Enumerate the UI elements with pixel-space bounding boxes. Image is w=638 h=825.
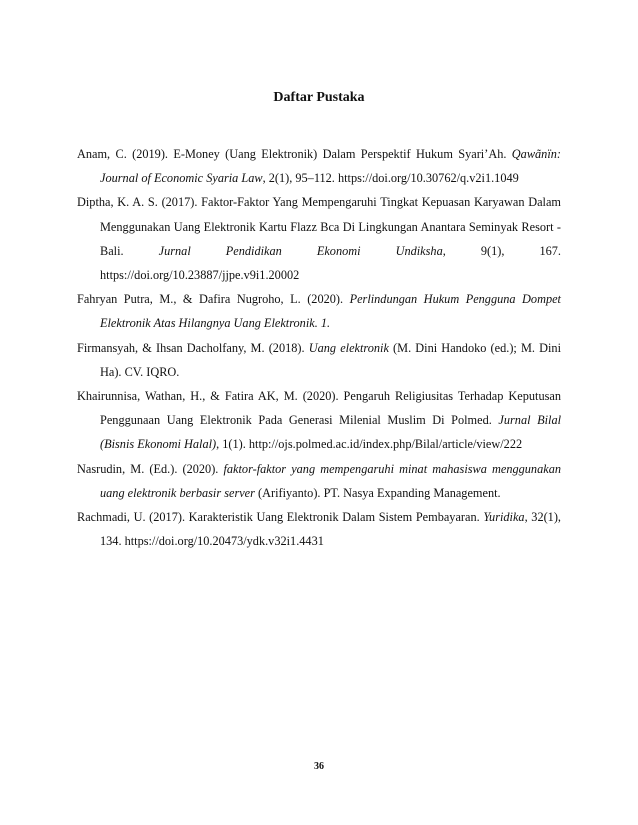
reference-tail: (M. Dini Handoko (ed.); M. Dini Ha). CV. IQRO. [100,340,561,379]
reference-tail: (Arifiyanto). PT. Nasya Expanding Management. [254,485,501,500]
reference-diptha [77,190,561,287]
page-number: 36 [314,761,324,772]
reference-text: Fahryan Putra, M., & Dafira Nugroho, L. (2020). [77,292,350,307]
reference-italic: Uang elektronik [308,340,389,355]
reference-fahryan [77,287,561,335]
reference-italic: Jurnal Bilal (Bisnis Ekonomi Halal) [100,413,562,452]
reference-list [77,142,561,553]
reference-khairunnisa [77,384,561,457]
reference-nasrudin [77,457,561,505]
reference-italic: faktor-faktor yang mempengaruhi minat mahasiswa menggunakan uang elektronik berbasir server [100,461,561,500]
reference-anam [77,142,561,190]
reference-text: Diptha, K. A. S. (2017). Faktor-Faktor Yang Mempengaruhi Tingkat Kepuasan Karyawan Dalam Menggunakan Uang Elektronik Kartu Flazz Bca Di Lingkungan Anantara Seminyak Resort - Bali. [77,195,561,258]
reference-firmansyah [77,336,561,384]
reference-italic: Perlindungan Hukum Pengguna Dompet Elektronik Atas Hilangnya Uang Elektronik. 1. [100,292,561,331]
reference-text: Nasrudin, M. (Ed.). (2020). [77,461,224,476]
reference-tail: , 1(1). http://ojs.polmed.ac.id/index.php/Bilal/article/view/222 [216,437,523,452]
reference-italic: Qawãnïn: Journal of Economic Syaria Law [100,147,561,186]
reference-italic: Jurnal Pendidikan Ekonomi Undiksha [158,243,443,258]
reference-text: Firmansyah, & Ihsan Dacholfany, M. (2018). [77,340,309,355]
reference-text: Khairunnisa, Wathan, H., & Fatira AK, M. (2020). Pengaruh Religiusitas Terhadap Keputusan Penggunaan Uang Elektronik Pada Generasi Milenial Muslim Di Polmed. [77,389,561,428]
reference-tail: , 32(1), 134. https://doi.org/10.20473/ydk.v32i1.4431 [100,510,562,549]
reference-tail: , 9(1), 167. https://doi.org/10.23887/jjpe.v9i1.20002 [100,243,561,283]
reference-rachmadi [77,505,561,553]
reference-tail: , 2(1), 95–112. https://doi.org/10.30762/q.v2i1.1049 [262,171,519,186]
reference-italic: Yuridika [483,510,525,525]
page-title: Daftar Pustaka [273,90,365,105]
reference-text: Anam, C. (2019). E-Money (Uang Elektronik) Dalam Perspektif Hukum Syari’Ah. [77,147,512,161]
reference-text: Rachmadi, U. (2017). Karakteristik Uang Elektronik Dalam Sistem Pembayaran. [77,510,484,525]
